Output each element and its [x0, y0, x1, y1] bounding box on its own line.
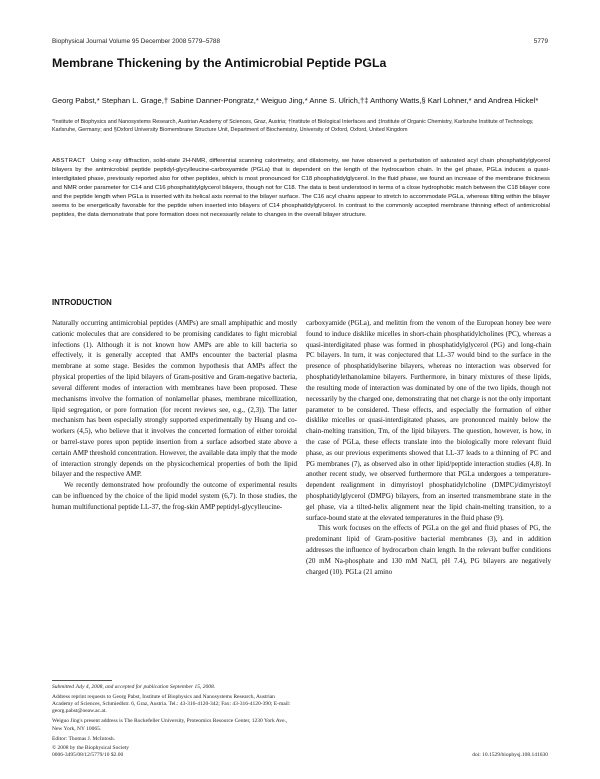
abstract — [52, 157, 550, 220]
article-title: Membrane Thickening by the Antimicrobial Peptide PGLa — [52, 56, 387, 70]
affiliations: *Institute of Biophysics and Nanosystems Research, Austrian Academy of Sciences, Graz, Austria; †Institute of Biological Interfaces and ‡Institute of Organic Chemistry, Karlsruhe Institute of Technology, Karlsruhe, Germany; and §Oxford University Biomembrane Structure Unit, Department of Biochemistry, University of Oxford, Oxford, United Kingdom — [52, 119, 534, 133]
abstract-label: ABSTRACT — [52, 158, 86, 164]
paragraph: Naturally occurring antimicrobial peptides (AMPs) are small amphipathic and mostly cationic molecules that are considered to be promising candidates to fight microbial infections (1). Although it is not known how AMPs are able to kill bacteria so effectively, it is generally accepted that AMPs encounter the bacterial plasma membrane at some stage. Besides the common hypothesis that AMPs affect the physical properties of the lipid bilayers of Gram-positive and Gram-negative bacteria, several different modes of interaction with membranes have been proposed. These mechanisms involve the formation of nonlamellar phases, membrane micellization, lipid segregation, or pore formation (for recent reviews see, e.g., (2,3)). The latter mechanism has been especially strongly supported experimentally by Huang and co-workers (4,5), who believe that it involves the concerted formation of either toroidal or barrel-stave pores upon peptide insertion from a surface adsorbed state above a certain AMP threshold concentration. However, the available data imply that the mode of interaction strongly depends on the physicochemical properties of both the lipid bilayer and the respective AMP. — [52, 319, 297, 479]
body-column-left — [52, 318, 297, 513]
copyright — [52, 745, 129, 760]
author-list: Georg Pabst,* Stephan L. Grage,† Sabine Danner-Pongratz,* Weiguo Jing,* Anne S. Ulrich,†‡ Anthony Watts,§ Karl Lohner,* and Andrea Hickel* — [52, 96, 539, 105]
footnote-divider — [52, 680, 112, 681]
issn-line: 0006-3495/08/12/5779/10 $2.00 — [52, 752, 124, 759]
footnotes — [52, 684, 297, 745]
body-column-right — [306, 318, 551, 578]
paragraph: carboxyamide (PGLa), and melittin from the venom of the European honey bee were found to induce disklike micelles in short-chain phosphatidylcholines (PC), whereas a quasi-interdigitated phase was formed in phosphatidylglycerol (PG) and long-chain PC bilayers. In turn, it was conjectured that LL-37 would bind to the surface in the presence of phosphatidylserine bilayers, whereas no interaction was observed for phosphatidylethanolamine bilayers. Furthermore, in binary mixtures of these lipids, the resulting mode of interaction was dominated by one of the two lipids, though not necessarily by the charged one, demonstrating that net charge is not the only important parameter to be considered. These effects, and especially the formation of either disklike micelles or quasi-interdigitated phases, are pronounced mainly below the chain-melting transition, Tm, of the lipid bilayers. The question, however, is how, in the case of PGLa, these effects translate into the biologically more relevant fluid phase, as our previous experiments showed that LL-37 leads to a thinning of PC and PG membranes (7), as observed also in other lipid/peptide interaction studies (4,8). In another recent study, we observed furthermore that PGLa undergoes a temperature-dependent realignment in dimyristoyl phosphatidylcholine (DMPC)/dimyristoyl phosphatidylglycerol (DMPG) bilayers, from an inserted transmembrane state in the gel phase, via a tilted-helix alignment near the lipid chain-melting transition, to a surface-bound state at the elevated temperatures in the fluid phase (9). — [306, 319, 551, 522]
reprint-note: Address reprint requests to Georg Pabst, Institute of Biophysics and Nanosystems Research, Austrian Academy of Sciences, Schmiedlstr. 6, Graz, Austria. Tel.: 43-316-4120-342; Fax: 43-316-4120-390; E-mail: georg.pabst@oeaw.ac.at. — [52, 693, 291, 715]
editor-note: Editor: Thomas J. McIntosh. — [52, 735, 115, 742]
section-heading: INTRODUCTION — [52, 298, 112, 307]
paragraph: We recently demonstrated how profoundly the outcome of experimental results can be influenced by the choice of the lipid model system (6,7). In those studies, the human multifunctional peptide LL-37, the frog-skin AMP peptidyl-glycylleucine- — [52, 481, 297, 511]
doi: doi: 10.1529/biophysj.108.141630 — [472, 752, 548, 758]
abstract-text: Using x-ray diffraction, solid-state 2H-NMR, differential scanning calorimetry, and dilatometry, we have observed a perturbation of saturated acyl chain phosphatidylglycerol bilayers by the antimicrobial peptide peptidyl-glycylleucine-carboxyamide (PGLa) that is dependent on the length of the hydrocarbon chain. In the gel phase, PGLa induces a quasi-interdigitated phase, previously reported also for other peptides, which is most pronounced for C18 phosphatidylglycerol. In the fluid phase, we found an increase of the membrane thickness and NMR order parameter for C14 and C16 phosphatidylglycerol bilayers, though not for C18. The data is best understood in terms of a close hydrophobic match between the C18 bilayer core and the peptide length when PGLa is inserted with its helical axis normal to the bilayer surface. The C16 acyl chains appear to stretch to accommodate PGLa, whereas tilting within the bilayer seems to be energetically favorable for the peptide when inserted into bilayers of C14 phosphatidylglycerol. In contrast to the commonly accepted membrane thinning effect of antimicrobial peptides, the data demonstrate that pore formation does not necessarily relate to changes in the overall bilayer structure. — [52, 158, 550, 219]
paragraph: This work focuses on the effects of PGLa on the gel and fluid phases of PG, the predominant lipid of Gram-positive bacterial membranes (3), and in addition addresses the influence of hydrocarbon chain length. In the relevant buffer conditions (20 mM Na-phosphate and 130 mM NaCl, pH 7.4), PG bilayers are negatively charged (10). PGLa (21 amino — [306, 524, 551, 576]
copyright-line: © 2008 by the Biophysical Society — [52, 745, 130, 751]
running-header: Biophysical Journal Volume 95 December 2008 5779–5788 — [52, 38, 221, 45]
present-address-note: Weiguo Jing's present address is The Rockefeller University, Proteomics Resource Center, 1230 York Ave., New York, NY 10065. — [52, 718, 288, 732]
page-number: 5779 — [533, 38, 548, 45]
submission-note: Submitted July 4, 2008, and accepted for publication September 15, 2008. — [52, 684, 216, 690]
